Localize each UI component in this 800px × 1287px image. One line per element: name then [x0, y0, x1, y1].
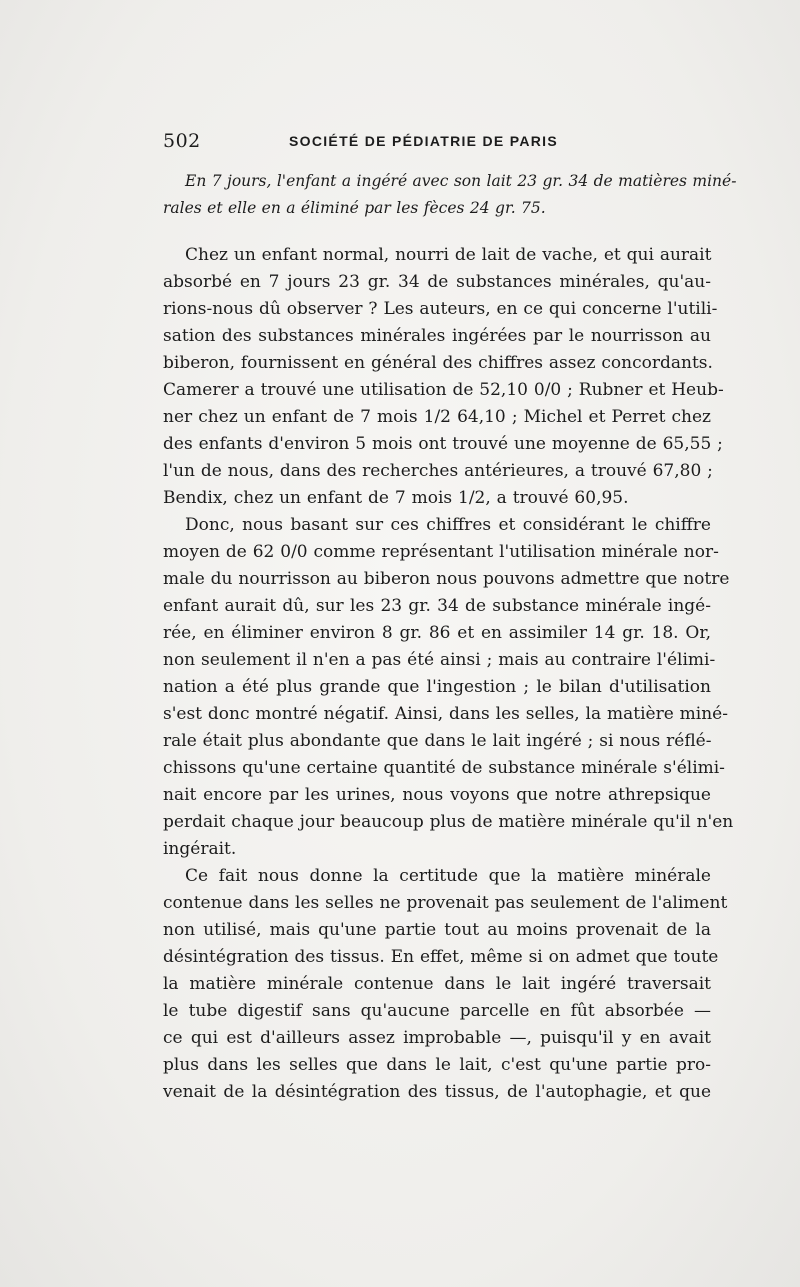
- text-line: non seulement il n'en a pas été ainsi ; mais au contraire l'élimi-: [163, 650, 716, 670]
- text-line: Ce fait nous donne la certitude que la matière minérale: [185, 866, 711, 886]
- italic-note: [163, 168, 737, 222]
- text-line: absorbé en 7 jours 23 gr. 34 de substances minérales, qu'au-: [163, 272, 711, 292]
- text-line: Donc, nous basant sur ces chiffres et considérant le chiffre: [185, 515, 711, 535]
- text-line: non utilisé, mais qu'une partie tout au moins provenait de la: [163, 920, 711, 940]
- text-line: Chez un enfant normal, nourri de lait de vache, et qui aurait: [185, 245, 712, 265]
- text-line: le tube digestif sans qu'aucune parcelle en fût absorbée —: [163, 1001, 711, 1021]
- text-line: rée, en éliminer environ 8 gr. 86 et en assimiler 14 gr. 18. Or,: [163, 623, 711, 643]
- text-line: nation a été plus grande que l'ingestion ; le bilan d'utilisation: [163, 677, 711, 697]
- page-number: 502: [163, 130, 201, 152]
- text-line: sation des substances minérales ingérées par le nourrisson au: [163, 326, 711, 346]
- text-line: biberon, fournissent en général des chiffres assez concordants.: [163, 353, 713, 373]
- text-line: moyen de 62 0/0 comme représentant l'utilisation minérale nor-: [163, 542, 719, 562]
- running-title: SOCIÉTÉ DE PÉDIATRIE DE PARIS: [289, 133, 558, 149]
- text-line: s'est donc montré négatif. Ainsi, dans les selles, la matière miné-: [163, 704, 728, 724]
- text-line: rales et elle en a éliminé par les fèces 24 gr. 75.: [163, 199, 546, 217]
- text-line: En 7 jours, l'enfant a ingéré avec son lait 23 gr. 34 de matières miné-: [185, 172, 737, 190]
- paragraph-1: [163, 242, 724, 512]
- text-line: chissons qu'une certaine quantité de substance minérale s'élimi-: [163, 758, 725, 778]
- paragraph-2: [163, 512, 734, 863]
- text-line: contenue dans les selles ne provenait pas seulement de l'aliment: [163, 893, 728, 913]
- text-line: enfant aurait dû, sur les 23 gr. 34 de substance minérale ingé-: [163, 596, 711, 616]
- text-line: venait de la désintégration des tissus, de l'autophagie, et que: [163, 1082, 711, 1102]
- text-line: ner chez un enfant de 7 mois 1/2 64,10 ; Michel et Perret chez: [163, 407, 711, 427]
- text-line: Bendix, chez un enfant de 7 mois 1/2, a trouvé 60,95.: [163, 488, 629, 508]
- page-header: [163, 130, 711, 154]
- text-line: ingérait.: [163, 839, 237, 859]
- text-line: ce qui est d'ailleurs assez improbable —, puisqu'il y en avait: [163, 1028, 711, 1048]
- text-line: l'un de nous, dans des recherches antérieures, a trouvé 67,80 ;: [163, 461, 713, 481]
- paragraph-3: [163, 863, 728, 1106]
- text-line: rions-nous dû observer ? Les auteurs, en ce qui concerne l'utili-: [163, 299, 718, 319]
- text-line: perdait chaque jour beaucoup plus de matière minérale qu'il n'en: [163, 812, 734, 832]
- text-line: désintégration des tissus. En effet, même si on admet que toute: [163, 947, 719, 967]
- page-body: [163, 168, 737, 1106]
- text-line: Camerer a trouvé une utilisation de 52,10 0/0 ; Rubner et Heub-: [163, 380, 724, 400]
- text-line: male du nourrisson au biberon nous pouvons admettre que notre: [163, 569, 730, 589]
- text-line: plus dans les selles que dans le lait, c'est qu'une partie pro-: [163, 1055, 711, 1075]
- text-line: la matière minérale contenue dans le lait ingéré traversait: [163, 974, 711, 994]
- text-line: rale était plus abondante que dans le lait ingéré ; si nous réflé-: [163, 731, 712, 751]
- text-line: des enfants d'environ 5 mois ont trouvé une moyenne de 65,55 ;: [163, 434, 723, 454]
- text-line: nait encore par les urines, nous voyons que notre athrepsique: [163, 785, 711, 805]
